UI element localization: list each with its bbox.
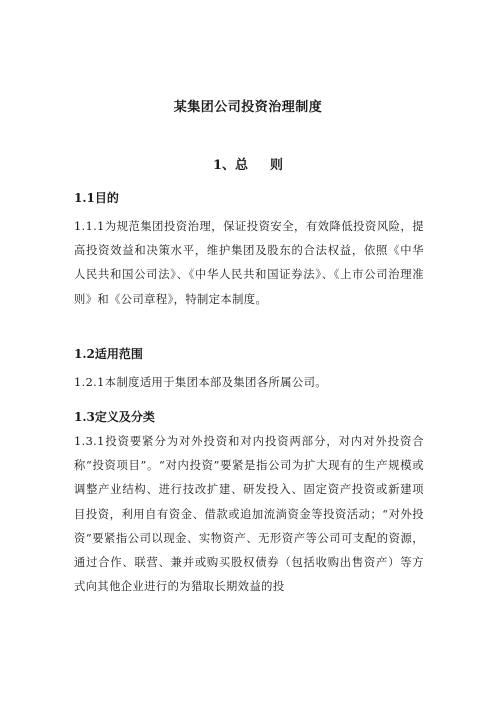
section-paragraph-definitions: 1.3.1投资要紧分为对外投资和对内投资两部分，对内对外投资合称“投资项目”。“对内投资”要紧是指公司为扩大现有的生产规模或调整产业结构、进行技改扩建、研发投入、固定资产投资或新建项目投资，利用自有资金、借款或追加流淌资金等投资活动；“对外投资”要紧指公司以现金、实物资产、无形资产等公司可支配的资源，通过合作、联营、兼并或购买股权债券（包括收购出售资产）等方式向其他企业进行的为猎取长期效益的投: [74, 435, 424, 594]
chapter-heading: [0, 154, 496, 173]
section-paragraph-scope: 1.2.1本制度适用于集团本部及集团各所属公司。: [74, 376, 327, 389]
section-heading-purpose: 1.1目的: [74, 191, 119, 205]
section-heading-definitions: 1.3定义及分类: [74, 410, 155, 424]
section-paragraph-purpose: 1.1.1为规范集团投资治理，保证投资安全，有效降低投资风险，提高投资效益和决策水平，维护集团及股东的合法权益，依照《中华人民共和国公司法》、《中华人民共和国证券法》、《上市公司治理准则》和《公司章程》，特制定本制度。: [74, 220, 424, 306]
section-heading-scope: 1.2适用范围: [74, 347, 143, 361]
chapter-word: 则: [270, 158, 284, 173]
document-title: 某集团公司投资治理制度: [173, 100, 323, 115]
chapter-number: 1、总: [212, 158, 249, 173]
